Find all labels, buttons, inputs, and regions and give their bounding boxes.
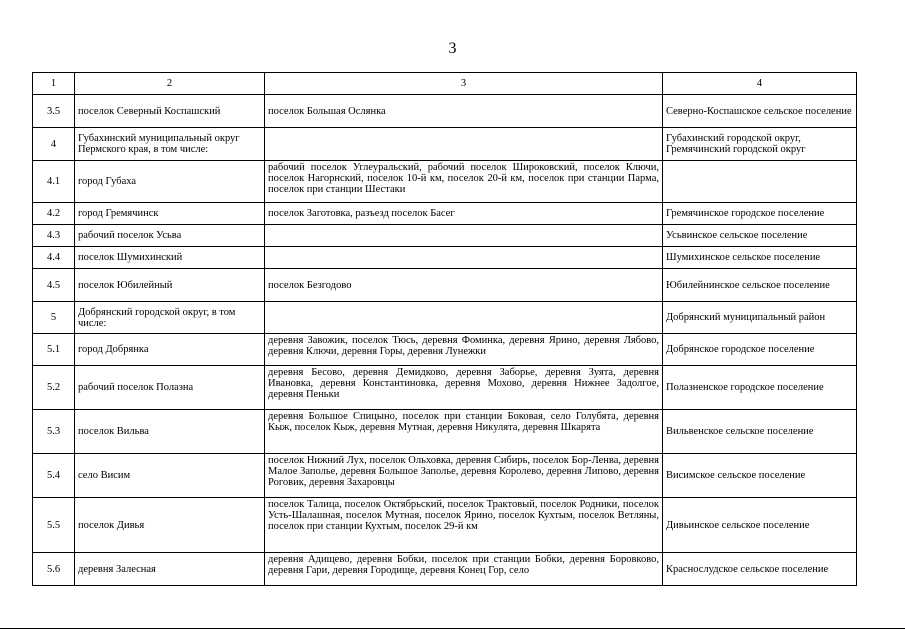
table-row — [33, 366, 857, 410]
settlements-list: деревня Бесово, деревня Демидково, деревня Заборье, деревня Зуята, деревня Ивановка, деревня Константиновка, деревня Мохово, деревня Нижнее Задолгое, деревня Пеньки — [265, 366, 663, 410]
row-number: 5 — [33, 302, 75, 334]
former-district: Добрянский муниципальный район — [663, 302, 857, 334]
row-number: 5.5 — [33, 498, 75, 553]
table-row — [33, 334, 857, 366]
table-row — [33, 203, 857, 225]
municipality-name: деревня Залесная — [75, 553, 265, 586]
municipality-name: поселок Вильва — [75, 410, 265, 454]
municipality-name: город Гремячинск — [75, 203, 265, 225]
former-district: Губахинский городской округ, Гремячинский городской округ — [663, 128, 857, 161]
row-number: 5.3 — [33, 410, 75, 454]
municipality-name: поселок Юбилейный — [75, 269, 265, 302]
municipality-name: рабочий поселок Полазна — [75, 366, 265, 410]
former-district: Гремячинское городское поселение — [663, 203, 857, 225]
table-row — [33, 454, 857, 498]
table-row — [33, 247, 857, 269]
row-number: 4 — [33, 128, 75, 161]
row-number: 5.2 — [33, 366, 75, 410]
former-district: Висимское сельское поселение — [663, 454, 857, 498]
page-number: 3 — [448, 40, 457, 57]
settlements-list: поселок Большая Ослянка — [265, 95, 663, 128]
municipality-name: рабочий поселок Усьва — [75, 225, 265, 247]
settlements-list: рабочий поселок Углеуральский, рабочий поселок Широковский, поселок Ключи, поселок Нагорнский, поселок 10-й км, поселок 20-й км, поселок при станции Парма, поселок при станции Шестаки — [265, 161, 663, 203]
row-number: 4.5 — [33, 269, 75, 302]
former-district: Дивьинское сельское поселение — [663, 498, 857, 553]
header-cell: 4 — [663, 73, 857, 95]
former-district: Вильвенское сельское поселение — [663, 410, 857, 454]
municipality-name: поселок Шумихинский — [75, 247, 265, 269]
table-row — [33, 95, 857, 128]
table-row — [33, 161, 857, 203]
row-number: 5.1 — [33, 334, 75, 366]
municipality-name: город Добрянка — [75, 334, 265, 366]
page-bottom-rule — [0, 628, 905, 629]
former-district: Юбилейнинское сельское поселение — [663, 269, 857, 302]
former-district: Краснослудское сельское поселение — [663, 553, 857, 586]
header-cell: 1 — [33, 73, 75, 95]
table-header-row — [33, 73, 857, 95]
settlements-list: поселок Талица, поселок Октябрьский, поселок Трактовый, поселок Родники, поселок Усть-Шалашная, поселок Мутная, поселок Ярино, поселок Кухтым, поселок Ветляны, поселок при станции Кухтым, поселок 29-й км — [265, 498, 663, 553]
table-row — [33, 553, 857, 586]
municipality-name: поселок Северный Коспашский — [75, 95, 265, 128]
municipality-name: село Висим — [75, 454, 265, 498]
table-row — [33, 225, 857, 247]
table-row — [33, 410, 857, 454]
municipality-name: поселок Дивья — [75, 498, 265, 553]
header-cell: 2 — [75, 73, 265, 95]
settlements-list: поселок Нижний Лух, поселок Ольховка, деревня Сибирь, поселок Бор-Ленва, деревня Малое Заполье, деревня Большое Заполье, деревня Королево, деревня Липово, деревня Роговик, деревня Захаровцы — [265, 454, 663, 498]
settlements-list — [265, 225, 663, 247]
former-district — [663, 161, 857, 203]
municipality-name: Губахинский муниципальный округ Пермского края, в том числе: — [75, 128, 265, 161]
row-number: 5.6 — [33, 553, 75, 586]
former-district: Северно-Коспашское сельское поселение — [663, 95, 857, 128]
former-district: Шумихинское сельское поселение — [663, 247, 857, 269]
table-row — [33, 128, 857, 161]
settlements-list: деревня Завожик, поселок Тюсь, деревня Фоминка, деревня Ярино, деревня Лябово, деревня Ключи, деревня Горы, деревня Лунежки — [265, 334, 663, 366]
row-number: 4.2 — [33, 203, 75, 225]
former-district: Добрянское городское поселение — [663, 334, 857, 366]
table-row — [33, 498, 857, 553]
settlements-list — [265, 302, 663, 334]
settlements-table — [32, 72, 857, 586]
settlements-list: деревня Большое Спицыно, поселок при станции Боковая, село Голубята, деревня Кыж, поселок Кыж, деревня Мутная, деревня Никулята, деревня Шкарята — [265, 410, 663, 454]
row-number: 4.3 — [33, 225, 75, 247]
row-number: 4.4 — [33, 247, 75, 269]
settlements-list: деревня Адищево, деревня Бобки, поселок при станции Бобки, деревня Боровково, деревня Гари, деревня Городище, деревня Конец Гор, село — [265, 553, 663, 586]
settlements-list — [265, 247, 663, 269]
header-cell: 3 — [265, 73, 663, 95]
former-district: Усьвинское сельское поселение — [663, 225, 857, 247]
settlements-list: поселок Безгодово — [265, 269, 663, 302]
row-number: 4.1 — [33, 161, 75, 203]
municipality-name: город Губаха — [75, 161, 265, 203]
row-number: 5.4 — [33, 454, 75, 498]
settlements-list: поселок Заготовка, разъезд поселок Басег — [265, 203, 663, 225]
settlements-list — [265, 128, 663, 161]
table-row — [33, 269, 857, 302]
municipality-name: Добрянский городской округ, в том числе: — [75, 302, 265, 334]
former-district: Полазненское городское поселение — [663, 366, 857, 410]
row-number: 3.5 — [33, 95, 75, 128]
table-row — [33, 302, 857, 334]
